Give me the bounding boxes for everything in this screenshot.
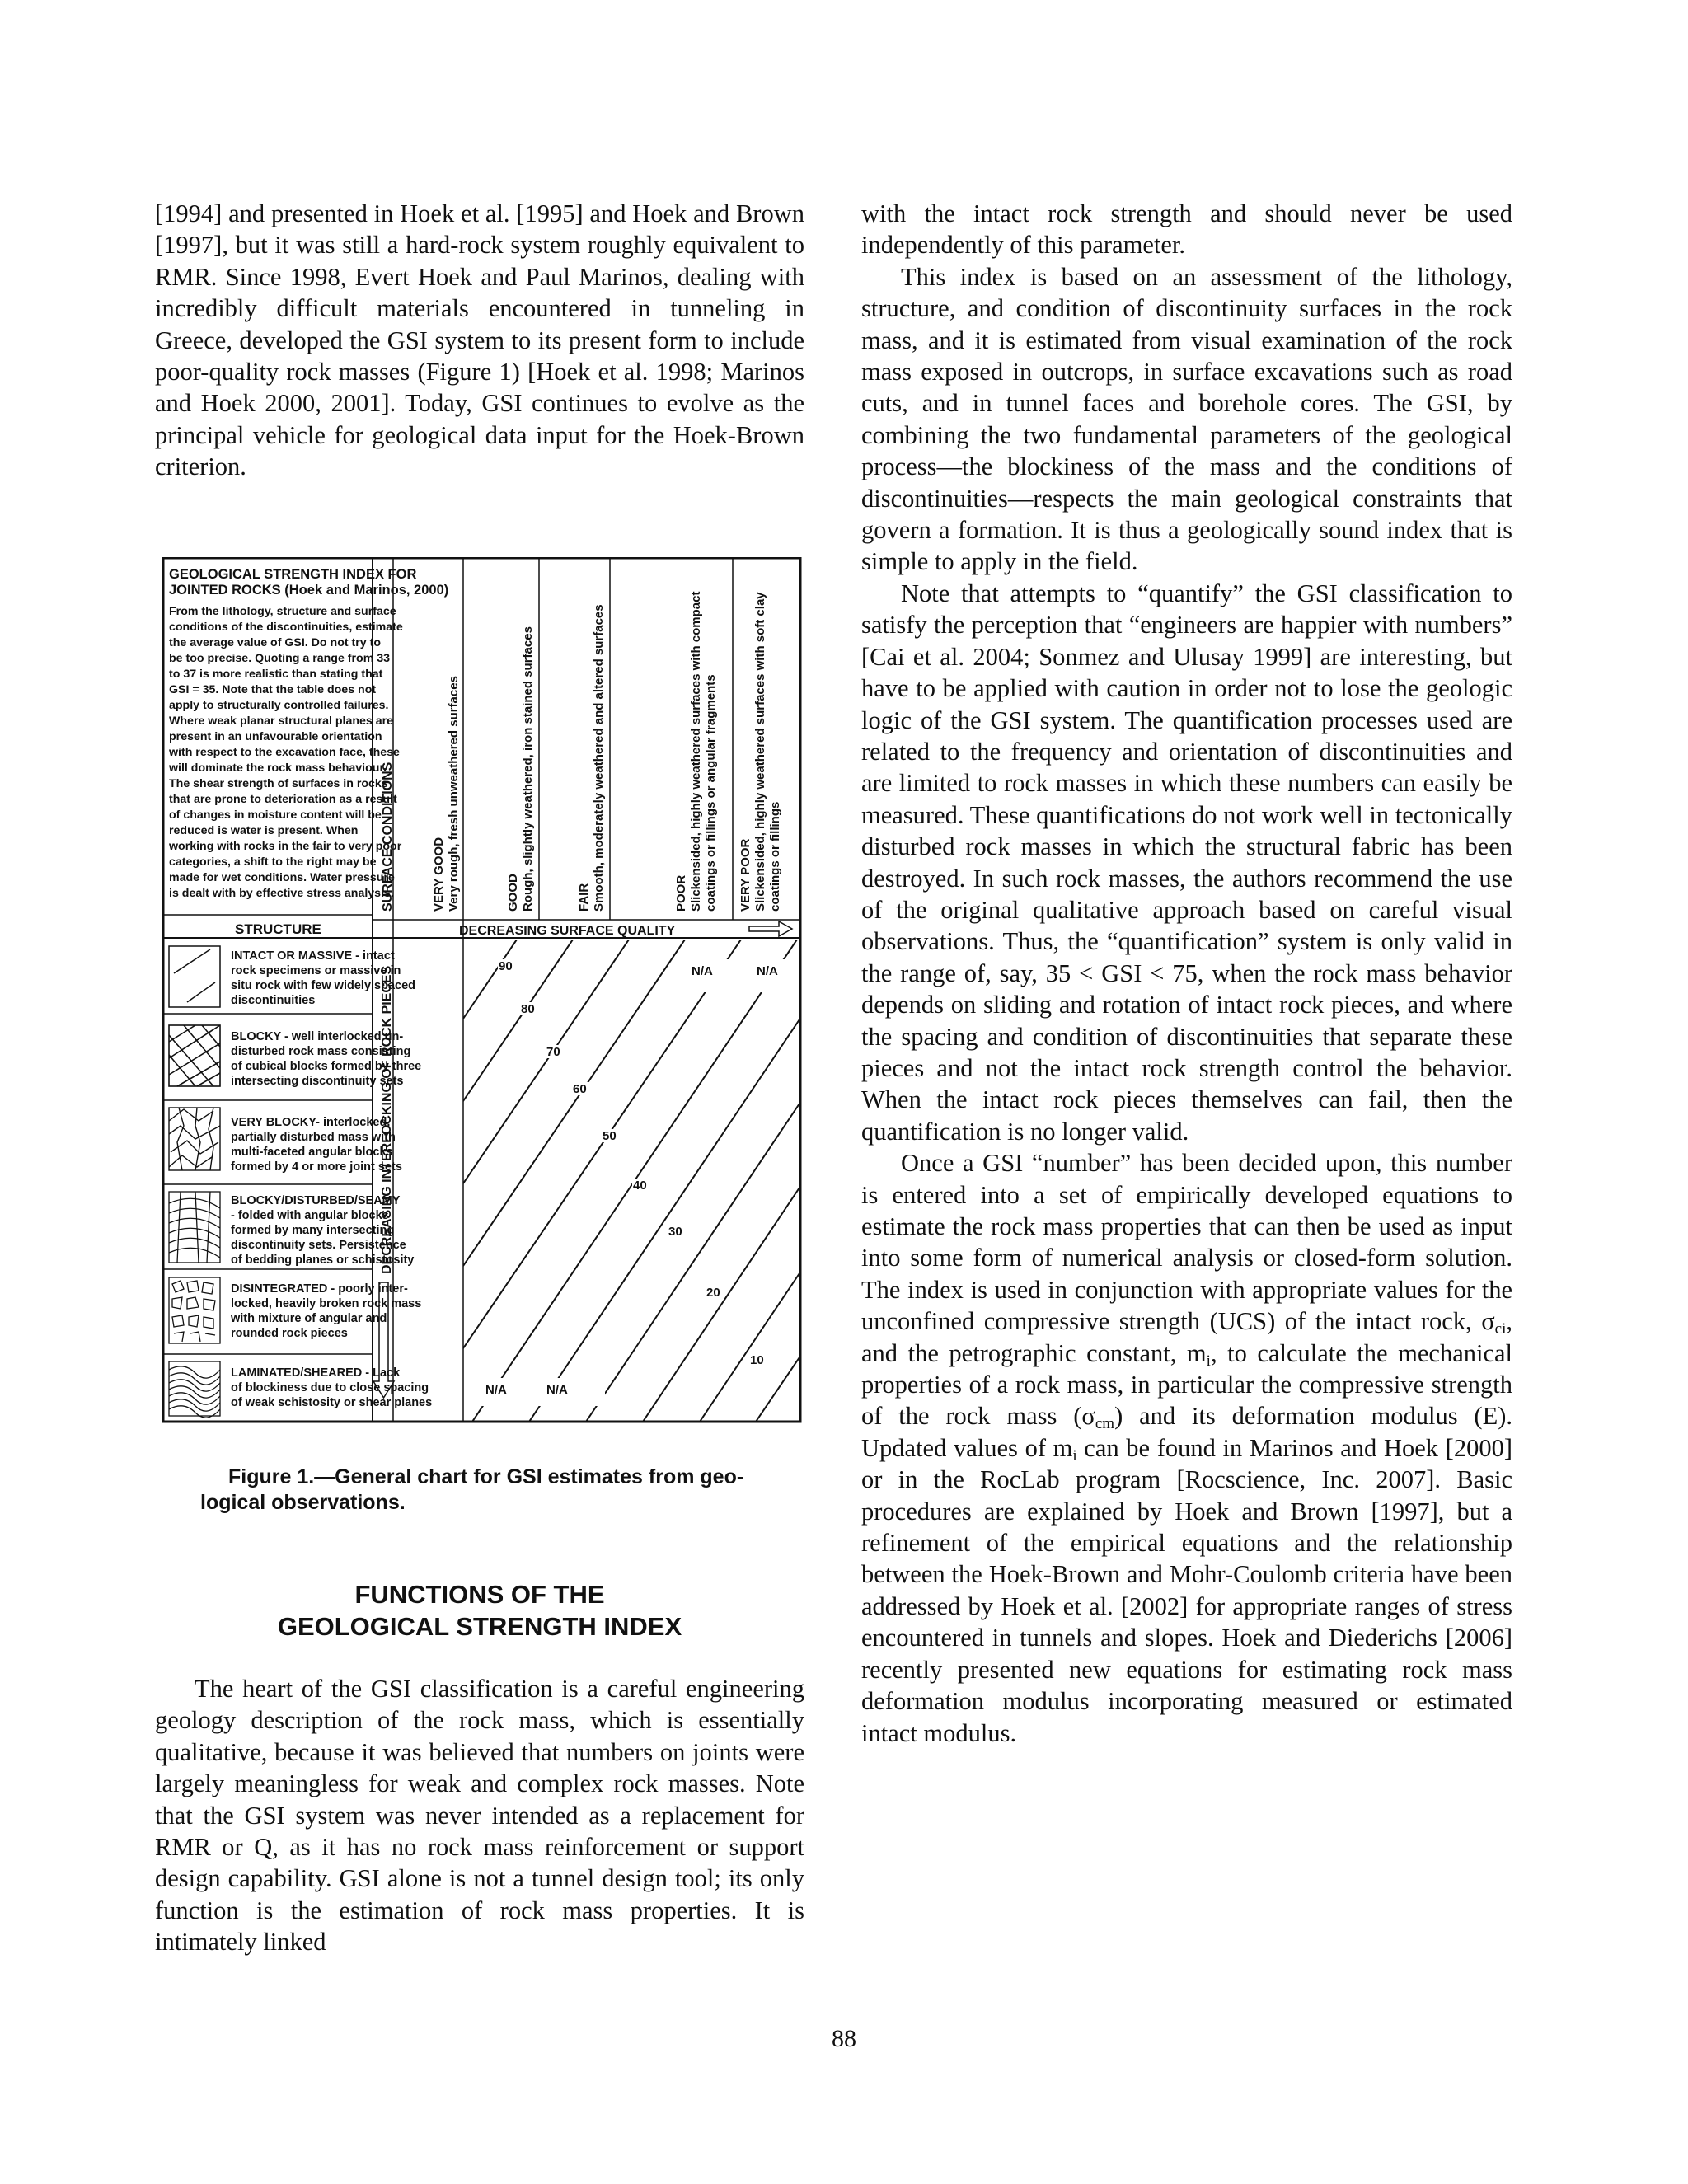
- structure-sketch-blocky: [169, 1025, 220, 1086]
- gsi-chart: [162, 557, 802, 1423]
- column-desc-fair: Smooth, moderately weathered and altered surfaces: [592, 604, 606, 912]
- svg-text:working with rocks in the fair: working with rocks in the fair to very poor: [169, 840, 402, 853]
- figure-caption: [200, 1465, 777, 1516]
- gsi-label-10: 10: [750, 1353, 764, 1367]
- column-rating-very-poor: VERY POOR: [738, 838, 753, 912]
- na-intact-poor: N/A: [692, 964, 713, 978]
- column-desc-poor: Slickensided, highly weathered surfaces with compact: [689, 591, 703, 912]
- svg-text:reduced is water is present.: reduced is water is present. When: [169, 824, 359, 837]
- svg-text:Where weak planar structural p: Where weak planar structural planes are: [169, 715, 394, 728]
- svg-text:discontinuity sets. Persistenc: discontinuity sets. Persistence: [231, 1239, 406, 1252]
- chart-instructions: [168, 605, 403, 900]
- svg-text:with respect to the excavation: with respect to the excavation face, these: [169, 746, 400, 759]
- gsi-label-20: 20: [706, 1286, 720, 1300]
- svg-text:with mixture of angular and: with mixture of angular and: [231, 1312, 387, 1325]
- svg-text:locked, heavily broken rock ma: locked, heavily broken rock mass: [231, 1297, 422, 1310]
- column-desc-very-good: Very rough, fresh unweathered surfaces: [447, 676, 461, 912]
- svg-text:intersecting discontinuity set: intersecting discontinuity sets: [231, 1075, 404, 1088]
- svg-text:present in an unfavourable ori: present in an unfavourable orientation: [169, 730, 382, 743]
- na-intact-very-poor: N/A: [757, 964, 778, 978]
- svg-text:be too precise. Quoting a rang: be too precise. Quoting a range from 33: [169, 652, 391, 665]
- structure-row-very-blocky: [231, 1116, 402, 1174]
- svg-text:apply to structurally controll: apply to structurally controlled failures.: [169, 699, 389, 712]
- svg-text:conditions of the discontinuit: conditions of the discontinuities, estimate: [169, 621, 403, 634]
- svg-text:multi-faceted angular blocks: multi-faceted angular blocks: [231, 1146, 393, 1159]
- gsi-label-70: 70: [546, 1045, 560, 1059]
- svg-text:of bedding planes or schistosi: of bedding planes or schistosity: [231, 1254, 415, 1267]
- svg-text:made for wet conditions. Wate: made for wet conditions. Water pressure: [169, 871, 395, 884]
- paragraph: The heart of the GSI classification is a careful engineering geology description of the rock mass, which is essentially qualitative, because it was believed that numbers on joints were largely meaningless for weak and complex rock masses. Note that the GSI system was never intended as a replacement for RMR or Q, as it has no rock mass reinforcement or support design capability. GSI alone is not a tunnel design tool; its only function is the estimation of rock mass properties. It is intimately linked: [155, 1675, 804, 1957]
- gsi-label-80: 80: [521, 1002, 535, 1016]
- x-axis-label: DECREASING SURFACE QUALITY: [459, 924, 676, 938]
- structure-sketch-very-blocky: [169, 1108, 220, 1170]
- section-heading: [155, 1578, 804, 1643]
- paragraph: Note that attempts to “quantify” the GSI classification to satisfy the perception that “engineers are happier with numbers” [Cai et al. 2004; Sonmez and Ulusay 1999] are interesting, but have to be applied with caution in order not to lose the geologic logic of the GSI system. The quantification processes used are related to the frequency and orientation of discontinuities and are limited to rock masses in which these numbers can easily be measured. These quantifications do not work well in tectonically disturbed rock masses in which the structural fabric has been destroyed. In such rock masses, the authors recommend the use of the original qualitative approach based on careful visual observations. Thus, the “quantification” system is only valid in the range of, say, 35 < GSI < 75, when the rock mass behavior depends on sliding and rotation of intact rock pieces, and where the spacing and condition of discontinuities that separate these pieces and not the intact rock strength control the behavior. When the intact rock pieces themselves can fail, then the quantification is no longer valid.: [861, 579, 1512, 1146]
- column-rating-fair: FAIR: [577, 883, 591, 912]
- structure-row-laminated: [231, 1366, 432, 1409]
- svg-text:of weak schistosity or shear p: of weak schistosity or shear planes: [231, 1396, 433, 1409]
- svg-text:rock specimens or massive in: rock specimens or massive in: [231, 964, 401, 977]
- svg-text:- folded with angular blocks: - folded with angular blocks: [231, 1209, 389, 1222]
- gsi-contour-labels: [498, 959, 767, 1367]
- svg-text:VERY BLOCKY- interlocked,: VERY BLOCKY- interlocked,: [231, 1116, 391, 1129]
- svg-text:discontinuities: discontinuities: [231, 994, 316, 1007]
- page-number: 88: [832, 2025, 856, 2052]
- svg-text:of changes in moisture content: of changes in moisture content will be: [169, 808, 382, 822]
- right-column: [861, 198, 1512, 1749]
- left-column-top: [155, 198, 804, 483]
- svg-text:is dealt with by effective str: is dealt with by effective stress analysis.: [169, 887, 394, 900]
- svg-text:DISINTEGRATED - poorly inter-: DISINTEGRATED - poorly inter-: [231, 1282, 408, 1296]
- column-rating-poor: POOR: [674, 874, 688, 912]
- surface-conditions-label: SURFACE CONDITIONS: [381, 762, 395, 912]
- paragraph: with the intact rock strength and should never be used independently of this parameter.: [861, 199, 1512, 260]
- column-rating-very-good: VERY GOOD: [432, 837, 446, 912]
- paragraph: This index is based on an assessment of the lithology, structure, and condition of discontinuity surfaces in the rock mass, and it is estimated from visual examination of the rock mass exposed in outcrops, in surface excavations such as road cuts, and in tunnel faces and borehole cores. The GSI, by combining the two fundamental parameters of the geological process—the blockiness of the mass and the conditions of discontinuities—respects the main geological constraints that govern a formation. It is thus a geologically sound index that is simple to apply in the field.: [861, 262, 1512, 576]
- svg-text:of blockiness due to close spa: of blockiness due to close spacing: [231, 1381, 429, 1394]
- structure-sketch-disintegrated: [169, 1277, 220, 1343]
- caption-line1: Figure 1.—General chart for GSI estimates from geo-: [228, 1465, 744, 1488]
- column-desc2-poor: coatings or fillings or angular fragments: [704, 674, 718, 912]
- svg-text:to 37 is more realistic than s: to 37 is more realistic than stating that: [169, 668, 383, 681]
- svg-text:situ rock with few widely spac: situ rock with few widely spaced: [231, 979, 416, 992]
- gsi-label-30: 30: [668, 1225, 682, 1239]
- heading-line1: FUNCTIONS OF THE: [354, 1580, 605, 1609]
- paragraph: Once a GSI “number” has been decided upon, this number is entered into a set of empirically developed equations to estimate the rock mass properties that can then be used as input into some form of numerical analysis or closed-form solution. The index is used in conjunction with appropriate values for the unconfined compressive strength (UCS) of the intact rock, $\sigma_{ci}$, and the petrographic constant, $m_i$, to calculate the mechanical properties of a rock mass, in particular the compressive strength of the rock mass $(\sigma_{cm})$ and its deformation modulus (E). Updated values of $m_i$ can be found in Marinos and Hoek [2000] or in the RocLab program [Rocscience, Inc. 2007]. Basic procedures are explained by Hoek and Brown [1997], but a refinement of the empirical equations and the relationship between the Hoek-Brown and Mohr-Coulomb criteria have been addressed by Hoek et al. [2002] for appropriate ranges of stress encountered in tunnels and slopes. Hoek and Diederichs [2006] recently presented new equations for estimating rock mass deformation modulus incorporating measured or estimated intact modulus.: [861, 1149, 1512, 1747]
- svg-text:From the lithology, structure: From the lithology, structure and surface: [169, 605, 396, 618]
- gsi-label-40: 40: [633, 1179, 647, 1193]
- chart-title-line2: JOINTED ROCKS (Hoek and Marinos, 2000): [169, 583, 449, 598]
- column-rating-good: GOOD: [506, 874, 520, 912]
- svg-text:categories, a shift to the rig: categories, a shift to the right may be: [169, 855, 377, 869]
- svg-text:GSI = 35. Note that the table: GSI = 35. Note that the table does not: [169, 683, 377, 696]
- column-desc-good: Rough, slightly weathered, iron stained surfaces: [521, 626, 535, 912]
- svg-text:disturbed rock mass consisting: disturbed rock mass consisting: [231, 1045, 411, 1058]
- svg-text:the average value of GSI. Do: the average value of GSI. Do not try to: [169, 636, 382, 649]
- column-desc2-very-poor: coatings or fillings: [768, 801, 782, 912]
- x-axis-arrow-icon: [749, 921, 792, 936]
- svg-text:rounded rock pieces: rounded rock pieces: [231, 1327, 348, 1340]
- svg-text:partially disturbed mass with: partially disturbed mass with: [231, 1131, 396, 1144]
- heading-line2: GEOLOGICAL STRENGTH INDEX: [277, 1612, 682, 1641]
- caption-line2: logical observations.: [200, 1491, 406, 1514]
- svg-text:LAMINATED/SHEARED - Lack: LAMINATED/SHEARED - Lack: [231, 1366, 401, 1380]
- structure-sketch-intact: [169, 946, 220, 1007]
- na-laminated-good: N/A: [546, 1383, 568, 1397]
- left-column-bottom: [155, 1673, 804, 1958]
- structure-row-blocky-disturbed: [231, 1194, 414, 1267]
- y-axis-label: DECREASING INTERLOCKING OF ROCK PIECES: [380, 965, 394, 1274]
- column-desc-very-poor: Slickensided, highly weathered surfaces with soft clay: [753, 592, 767, 912]
- chart-title-line1: GEOLOGICAL STRENGTH INDEX FOR: [169, 567, 417, 582]
- svg-text:formed by many intersecting: formed by many intersecting: [231, 1224, 395, 1237]
- gsi-label-60: 60: [573, 1082, 587, 1096]
- structure-label: STRUCTURE: [235, 921, 321, 937]
- svg-text:will dominate the rock mass be: will dominate the rock mass behaviour.: [169, 762, 387, 775]
- gsi-label-50: 50: [603, 1129, 617, 1143]
- paragraph: [1994] and presented in Hoek et al. [1995] and Hoek and Brown [1997], but it was still a hard-rock system roughly equivalent to RMR. Since 1998, Evert Hoek and Paul Marinos, dealing with incredibly difficult materials encountered in tunneling in Greece, developed the GSI system to its present form to include poor-quality rock masses (Figure 1) [Hoek et al. 1998; Marinos and Hoek 2000, 2001]. Today, GSI continues to evolve as the principal vehicle for geological data input for the Hoek-Brown criterion.: [155, 199, 804, 481]
- svg-text:formed by 4 or more joint sets: formed by 4 or more joint sets: [231, 1160, 402, 1174]
- svg-text:that are prone to deterioratio: that are prone to deterioration as a result: [169, 793, 397, 806]
- svg-text:BLOCKY/DISTURBED/SEAMY: BLOCKY/DISTURBED/SEAMY: [231, 1194, 401, 1207]
- svg-text:BLOCKY - well interlocked un-: BLOCKY - well interlocked un-: [231, 1030, 404, 1043]
- svg-text:of cubical blocks formed by th: of cubical blocks formed by three: [231, 1060, 422, 1073]
- svg-text:The shear strength of surfaces: The shear strength of surfaces in rocks: [169, 777, 388, 790]
- gsi-label-90: 90: [499, 959, 513, 973]
- structure-sketch-blocky-disturbed: [169, 1192, 220, 1263]
- na-laminated-very-good: N/A: [485, 1383, 507, 1397]
- structure-sketch-laminated: [169, 1361, 220, 1418]
- svg-text:INTACT OR MASSIVE - intact: INTACT OR MASSIVE - intact: [231, 949, 395, 963]
